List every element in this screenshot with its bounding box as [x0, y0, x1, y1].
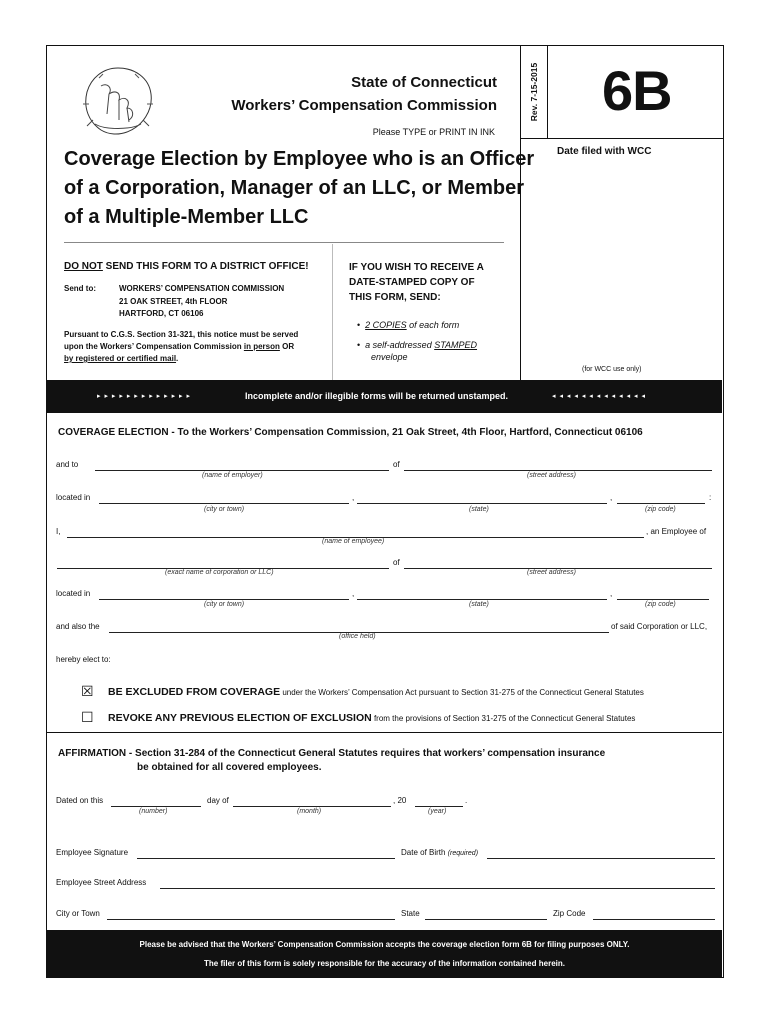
- banner-text: Incomplete and/or illegible forms will be returned unstamped.: [245, 391, 509, 401]
- year-field[interactable]: [415, 806, 463, 807]
- corporation-city-field[interactable]: [99, 599, 349, 600]
- date-filed-label: Date filed with WCC: [557, 146, 652, 157]
- affirmation-heading-line1: AFFIRMATION - Section 31-284 of the Connecticut General Statutes requires that workers’ compensation insurance: [58, 748, 606, 759]
- city-caption: (city or town): [204, 506, 245, 513]
- rev-divider: [547, 46, 548, 138]
- zip-caption: (zip code): [645, 601, 676, 608]
- exclude-option: [108, 686, 644, 698]
- month-field[interactable]: [233, 806, 391, 807]
- office-held-caption: (office held): [339, 633, 376, 640]
- notice-line3: [64, 354, 178, 363]
- corporation-name-caption: (exact name of corporation or LLC): [165, 569, 274, 576]
- in-person-text: in person: [243, 342, 280, 351]
- send-to-label: Send to:: [64, 284, 96, 293]
- colon: :: [709, 493, 712, 502]
- day-number-field[interactable]: [111, 806, 201, 807]
- form-title-line2: of a Corporation, Manager of an LLC, or Member: [64, 177, 525, 199]
- notice-line1: Pursuant to C.G.S. Section 31-321, this notice must be served: [64, 330, 299, 339]
- of-label: of: [393, 558, 400, 567]
- comma: ,: [610, 493, 613, 502]
- employer-name-field[interactable]: [95, 470, 389, 471]
- employee-signature-label: Employee Signature: [56, 848, 129, 857]
- employer-name-caption: (name of employer): [202, 472, 263, 479]
- state-caption: (state): [469, 506, 489, 513]
- address-line2: 21 OAK STREET, 4th FLOOR: [119, 297, 228, 306]
- state-label: State: [401, 909, 420, 918]
- period: .: [465, 796, 468, 805]
- form-code-rule: [520, 138, 723, 139]
- year-prefix: , 20: [393, 796, 407, 805]
- of-label: of: [393, 460, 400, 469]
- dob-text: Date of Birth: [401, 848, 448, 857]
- city-caption: (city or town): [204, 601, 245, 608]
- form-code: 6B: [602, 59, 672, 122]
- notice-end: .: [176, 354, 179, 363]
- employer-city-field[interactable]: [99, 503, 349, 504]
- hereby-elect-label: hereby elect to:: [56, 655, 111, 664]
- do-not-text: DO NOT: [64, 261, 103, 272]
- and-also-the-label: and also the: [56, 622, 100, 631]
- zip-caption: (zip code): [645, 506, 676, 513]
- corporation-zip-field[interactable]: [617, 599, 709, 600]
- banner-arrows-left: ▸ ▸ ▸ ▸ ▸ ▸ ▸ ▸ ▸ ▸ ▸ ▸ ▸: [97, 393, 192, 400]
- coverage-heading: COVERAGE ELECTION - To the Workers’ Compensation Commission, 21 Oak Street, 4th Floor, Hartford, Connecticut 06106: [58, 427, 643, 438]
- date-of-birth-label: [401, 848, 478, 857]
- revoke-option-title: REVOKE ANY PREVIOUS ELECTION OF EXCLUSION: [108, 712, 372, 724]
- bullet-envelope: • a self-addressed STAMPED: [357, 340, 478, 350]
- month-caption: (month): [297, 808, 322, 815]
- dob-required: (required): [447, 850, 479, 857]
- wcc-use-label: (for WCC use only): [582, 366, 642, 373]
- banner-arrows-right: ◂ ◂ ◂ ◂ ◂ ◂ ◂ ◂ ◂ ◂ ◂ ◂ ◂: [552, 393, 647, 400]
- title-rule: [64, 242, 504, 243]
- number-caption: (number): [139, 808, 168, 815]
- footer-line2: The filer of this form is solely responsible for the accuracy of the information contained herein.: [204, 959, 565, 968]
- notice-or-text: OR: [279, 342, 295, 351]
- city-town-label: City or Town: [56, 909, 100, 918]
- revoke-option-text: from the provisions of Section 31-275 of the Connecticut General Statutes: [371, 714, 636, 723]
- notice-line2: [64, 342, 294, 351]
- located-in-label: located in: [56, 493, 91, 502]
- affirmation-rule: [47, 732, 722, 733]
- stamped-text: STAMPED: [434, 340, 478, 350]
- notice-line2a: upon the Workers’ Compensation Commission: [64, 342, 244, 351]
- commission-name: Workers’ Compensation Commission: [231, 97, 497, 114]
- district-warning: [64, 261, 309, 272]
- two-copies-text: 2 COPIES: [365, 320, 407, 330]
- right-column-divider: [520, 46, 521, 380]
- receive-line3: THIS FORM, SEND:: [349, 292, 441, 303]
- address-line1: WORKERS’ COMPENSATION COMMISSION: [119, 284, 285, 293]
- zip-code-label: Zip Code: [553, 909, 586, 918]
- dated-on-label: Dated on this: [56, 796, 104, 805]
- affirmation-heading-line2: be obtained for all covered employees.: [137, 762, 322, 773]
- state-name: State of Connecticut: [351, 74, 497, 91]
- comma: ,: [610, 589, 613, 598]
- connecticut-seal-icon: [79, 64, 157, 140]
- street-address-field[interactable]: [160, 888, 715, 889]
- bullet-copies: • 2 COPIES of each form: [357, 320, 460, 330]
- comma: ,: [352, 589, 355, 598]
- state-field[interactable]: [425, 919, 547, 920]
- instructions-divider: [332, 244, 333, 380]
- i-label: I,: [56, 527, 61, 536]
- revoke-option: [108, 712, 635, 724]
- employer-street-field[interactable]: [404, 470, 712, 471]
- envelope-text-a: a self-addressed: [365, 340, 435, 350]
- copies-rest: of each form: [406, 320, 460, 330]
- comma: ,: [352, 493, 355, 502]
- revision-date: Rev. 7-15-2015: [529, 62, 539, 122]
- employee-name-caption: (name of employee): [322, 538, 385, 545]
- and-to-label: and to: [56, 460, 79, 469]
- corporation-state-field[interactable]: [357, 599, 607, 600]
- exclude-option-title: BE EXCLUDED FROM COVERAGE: [108, 686, 281, 698]
- zip-code-field[interactable]: [593, 919, 715, 920]
- footer-line1: Please be advised that the Workers’ Compensation Commission accepts the coverage election form 6B for filing purposes ONLY.: [139, 940, 630, 949]
- city-town-field[interactable]: [107, 919, 395, 920]
- form-6b: [46, 45, 724, 978]
- street-address-label: Employee Street Address: [56, 878, 147, 887]
- exclude-checkbox[interactable]: ☒: [81, 683, 94, 699]
- employee-signature-field[interactable]: [137, 858, 395, 859]
- exclude-option-text: under the Workers’ Compensation Act pursuant to Section 31-275 of the Connecticut General Statutes: [280, 688, 644, 697]
- employer-street-caption: (street address): [527, 472, 577, 479]
- form-title-line3: of a Multiple-Member LLC: [64, 206, 309, 228]
- district-warning-rest: SEND THIS FORM TO A DISTRICT OFFICE!: [102, 261, 309, 272]
- employer-state-field[interactable]: [357, 503, 607, 504]
- located-in-label: located in: [56, 589, 91, 598]
- print-note: Please TYPE or PRINT IN INK: [372, 127, 495, 137]
- receive-line2: DATE-STAMPED COPY OF: [349, 277, 475, 288]
- day-of-label: day of: [207, 796, 229, 805]
- date-of-birth-field[interactable]: [487, 858, 715, 859]
- form-title-line1: Coverage Election by Employee who is an Officer: [64, 148, 535, 170]
- year-caption: (year): [428, 808, 447, 815]
- of-said-label: of said Corporation or LLC,: [611, 622, 708, 631]
- revoke-checkbox[interactable]: ☐: [81, 709, 94, 725]
- registered-mail-text: by registered or certified mail: [64, 354, 177, 363]
- corporation-street-caption: (street address): [527, 569, 577, 576]
- envelope-text-c: envelope: [371, 352, 408, 362]
- address-line3: HARTFORD, CT 06106: [119, 309, 204, 318]
- an-employee-of-label: , an Employee of: [646, 527, 707, 536]
- state-caption: (state): [469, 601, 489, 608]
- warning-banner: [47, 380, 722, 413]
- employer-zip-field[interactable]: [617, 503, 705, 504]
- footer-banner: [47, 930, 722, 977]
- receive-line1: IF YOU WISH TO RECEIVE A: [349, 262, 484, 273]
